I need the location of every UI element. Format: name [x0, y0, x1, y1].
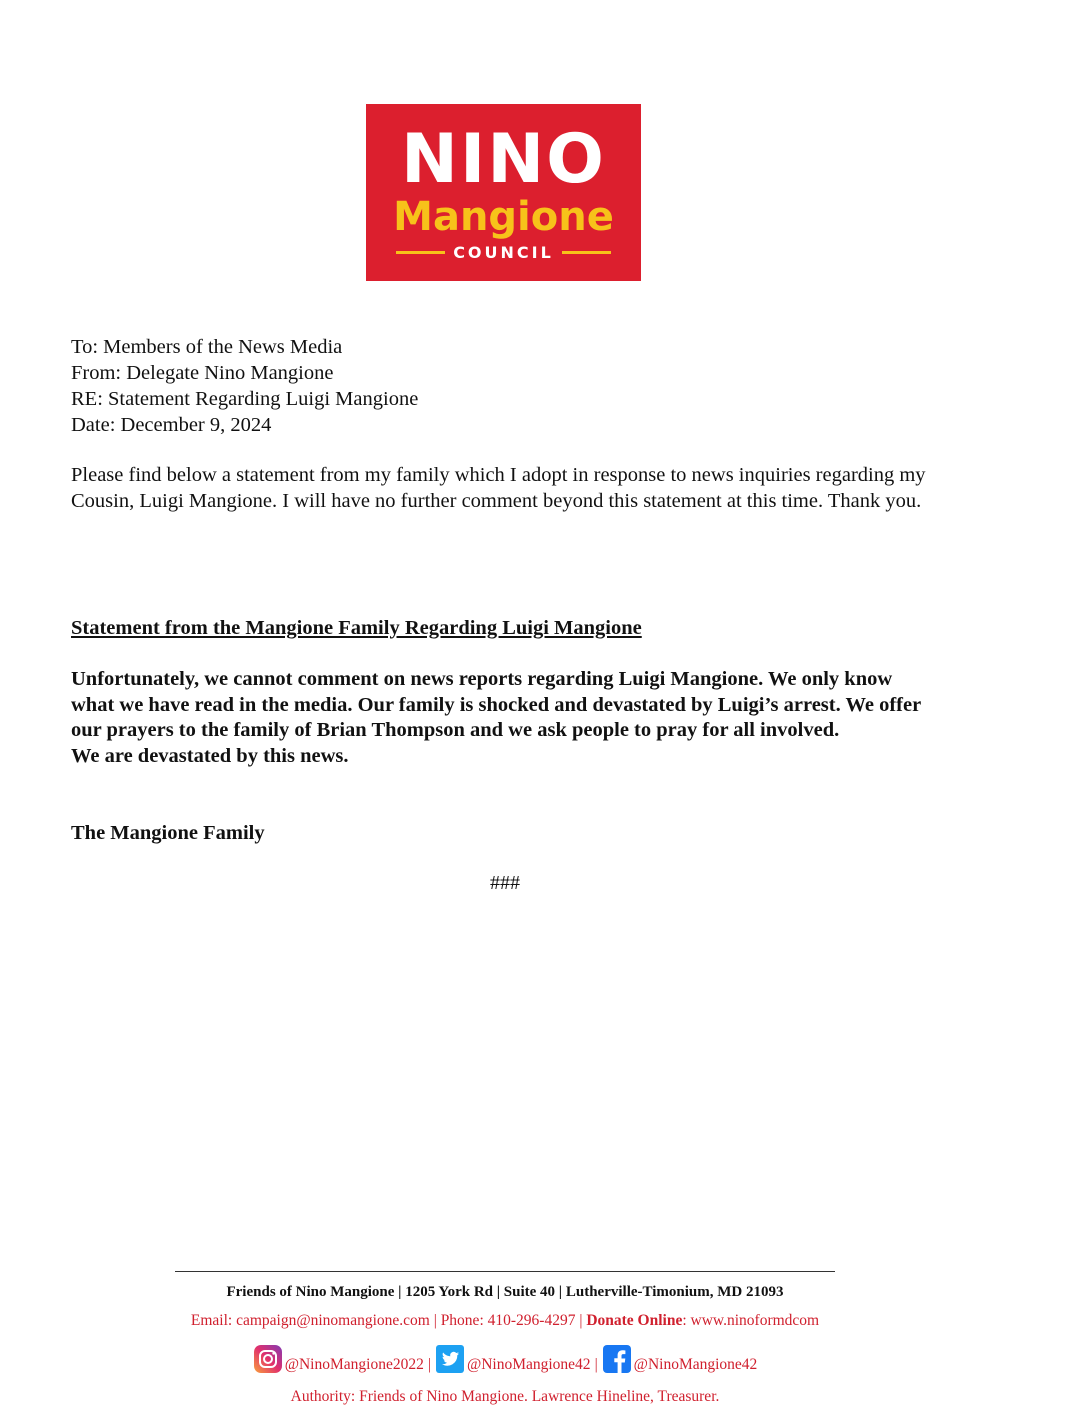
social-instagram[interactable] [253, 1344, 424, 1374]
intro-paragraph: Please find below a statement from my family which I adopt in response to news inquiries regarding my Cousin, Luigi Mangione. I will have no further comment beyond this statement at this time. Thank you. [71, 464, 926, 512]
logo-nino-text: NINO [401, 120, 606, 199]
memo-to: To: Members of the News Media [71, 336, 343, 358]
social-facebook[interactable] [602, 1344, 758, 1374]
memo-from: From: Delegate Nino Mangione [71, 362, 334, 384]
statement-body [71, 667, 931, 769]
statement-paragraph: Unfortunately, we cannot comment on news reports regarding Luigi Mangione. We only know what we have read in the media. Our family is shocked and devastated by Luigi’s arrest. We offer our prayers to the family of Brian Thompson and we ask people to pray for all involved. [71, 668, 921, 741]
footer-email-phone[interactable]: Email: campaign@ninomangione.com | Phone: 410-296-4297 | [190, 1312, 587, 1329]
twitter-handle: @NinoMangione42 [466, 1356, 591, 1373]
footer-address: Friends of Nino Mangione | 1205 York Rd | Suite 40 | Lutherville-Timonium, MD 21093 [226, 1284, 784, 1300]
memo-re: RE: Statement Regarding Luigi Mangione [71, 388, 419, 410]
end-mark: ### [490, 872, 520, 894]
campaign-logo [366, 104, 641, 281]
facebook-icon [602, 1344, 632, 1374]
footer-authority: Authority: Friends of Nino Mangione. Lawrence Hineline, Treasurer. [290, 1388, 720, 1405]
logo-rule-left [396, 251, 445, 254]
footer-social [0, 1340, 1010, 1374]
memo-header [71, 334, 418, 438]
twitter-icon [435, 1344, 465, 1374]
memo-date: Date: December 9, 2024 [71, 414, 272, 436]
social-twitter[interactable] [435, 1344, 591, 1374]
statement-signature: The Mangione Family [71, 822, 265, 844]
logo-council-row [396, 242, 611, 262]
donate-url[interactable]: : www.ninoformdcom [682, 1312, 820, 1329]
logo-rule-right [562, 251, 611, 254]
instagram-handle: @NinoMangione2022 [284, 1356, 424, 1373]
footer-divider [175, 1271, 835, 1272]
facebook-handle: @NinoMangione42 [633, 1356, 758, 1373]
logo-mangione-text: Mangione [393, 194, 614, 240]
social-separator: | [427, 1356, 431, 1373]
donate-label[interactable]: Donate Online [586, 1312, 683, 1329]
social-separator: | [594, 1356, 598, 1373]
footer-contact [0, 1312, 1010, 1330]
statement-title: Statement from the Mangione Family Regarding Luigi Mangione [71, 617, 642, 639]
statement-paragraph: We are devastated by this news. [71, 744, 349, 767]
instagram-icon [253, 1344, 283, 1374]
logo-council-text: COUNCIL [453, 242, 554, 262]
